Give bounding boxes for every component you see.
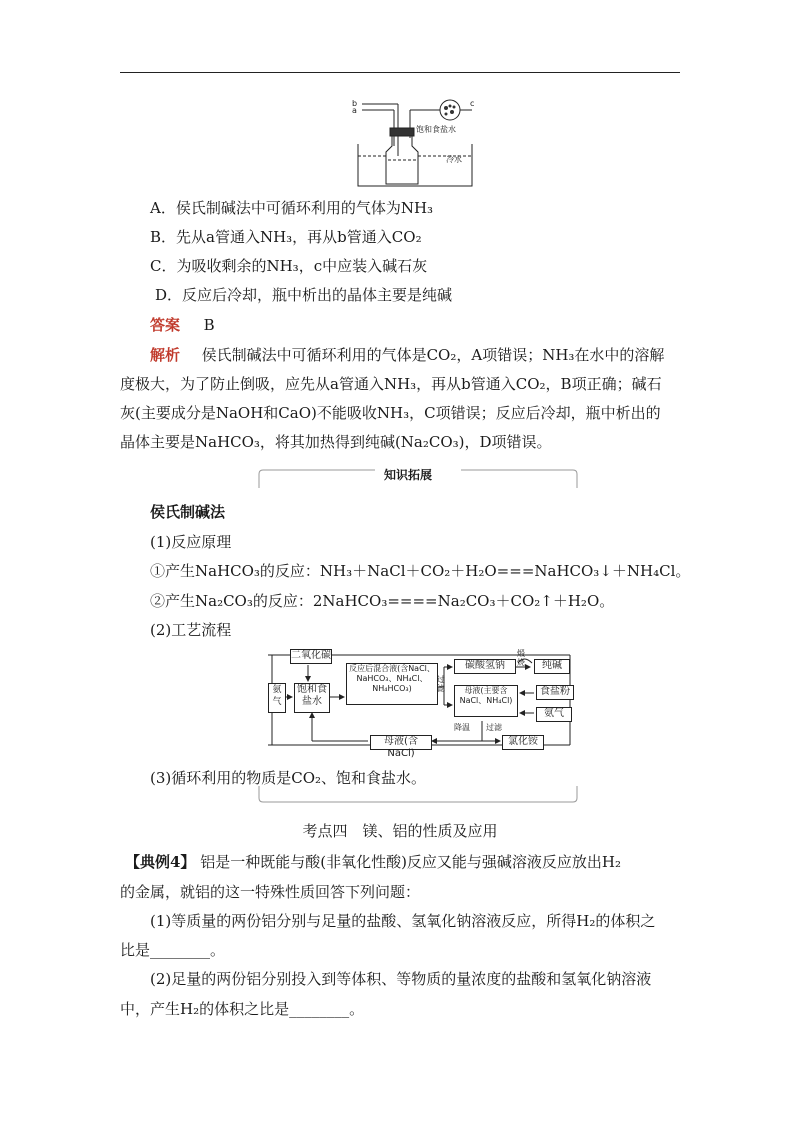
knowledge-r2: ②产生Na₂CO₃的反应：2NaHCO₃====Na₂CO₃＋CO₂↑＋H₂O。 — [150, 592, 615, 610]
knowledge-r1: ①产生NaHCO₃的反应：NH₃＋NaCl＋CO₂＋H₂O===NaHCO₃↓＋NH₄Cl。 — [150, 562, 691, 580]
flow-nahco3-box: 碳酸氢钠 — [454, 659, 516, 674]
option-b: B．先从a管通入NH₃，再从b管通入CO₂ — [150, 228, 422, 246]
answer-label: 答案 — [150, 316, 181, 334]
flow-mother2-box: 母液(含NaCl) — [370, 735, 432, 750]
analysis-line-4: 晶体主要是NaHCO₃，将其加热得到纯碱(Na₂CO₃)，D项错误。 — [120, 433, 552, 451]
apparatus-label-a: a — [352, 106, 357, 115]
knowledge-heading: 侯氏制碱法 — [150, 503, 226, 521]
flow-soda-box: 纯碱 — [534, 659, 570, 674]
answer-line — [150, 313, 215, 337]
question-2a: (2)足量的两份铝分别投入到等体积、等物质的量浓度的盐酸和氢氧化钠溶液 — [150, 970, 652, 988]
flow-nh3-box: 氨气 — [268, 683, 286, 713]
flow-co2-box: 二氧化碳 — [290, 649, 332, 664]
flow-mixture-box: 反应后混合液(含NaCl、NaHCO₃、NH₄Cl、NH₄HCO₃) — [346, 663, 438, 705]
question-1b: 比是________。 — [120, 941, 226, 959]
apparatus-label-brine: 饱和食盐水 — [416, 125, 456, 134]
question-2b: 中，产生H₂的体积之比是________。 — [120, 1000, 365, 1018]
flow-text-filter2: 过滤 — [486, 723, 502, 732]
analysis-line-3: 灰(主要成分是NaOH和CaO)不能吸收NH₃，C项错误；反应后冷却，瓶中析出的 — [120, 404, 661, 422]
flow-text-filter: 过滤 — [437, 675, 445, 693]
knowledge-box-frame — [255, 464, 581, 810]
option-a: A．侯氏制碱法中可循环利用的气体为NH₃ — [150, 199, 434, 217]
flow-brine-box: 饱和食盐水 — [294, 683, 330, 713]
option-d: D．反应后冷却，瓶中析出的晶体主要是纯碱 — [155, 286, 453, 304]
knowledge-p1: (1)反应原理 — [150, 533, 232, 551]
option-c: C．为吸收剩余的NH₃，c中应装入碱石灰 — [150, 257, 428, 275]
flow-mother1-box: 母液(主要含NaCl、NH₄Cl) — [454, 685, 518, 717]
example-label: 【典例4】 — [125, 853, 196, 871]
apparatus-label-c: c — [470, 99, 475, 108]
apparatus-label-coldwater: 冷水 — [446, 155, 462, 164]
knowledge-p3: (3)循环利用的物质是CO₂、饱和食盐水。 — [150, 769, 427, 787]
example-line-1 — [125, 850, 621, 874]
analysis-text-1: 侯氏制碱法中可循环利用的气体是CO₂，A项错误；NH₃在水中的溶解 — [201, 346, 665, 364]
process-flow-diagram — [268, 645, 578, 757]
analysis-line-2: 度极大，为了防止倒吸，应先从a管通入NH₃，再从b管通入CO₂，B项正确；碱石 — [120, 375, 662, 393]
flow-ammonia2-box: 氨气 — [536, 707, 572, 722]
knowledge-box-title: 知识拓展 — [378, 466, 438, 483]
flow-salt-box: 食盐粉 — [536, 685, 574, 700]
flow-text-cool: 降温 — [454, 723, 470, 732]
example-text-1: 铝是一种既能与酸(非氧化性酸)反应又能与强碱溶液反应放出H₂ — [200, 853, 622, 871]
flow-text-calcine: 煅烧 — [517, 649, 525, 667]
header-rule — [120, 72, 680, 73]
answer-value: B — [203, 316, 215, 334]
analysis-label: 解析 — [150, 346, 181, 364]
apparatus-figure — [350, 96, 480, 188]
question-1a: (1)等质量的两份铝分别与足量的盐酸、氢氧化钠溶液反应，所得H₂的体积之 — [150, 912, 656, 930]
knowledge-p2: (2)工艺流程 — [150, 621, 232, 639]
section-title: 考点四 镁、铝的性质及应用 — [302, 822, 498, 840]
analysis-line-1 — [150, 343, 664, 367]
flow-nh4cl-box: 氯化铵 — [502, 735, 544, 750]
example-line-2: 的金属，就铝的这一特殊性质回答下列问题： — [120, 883, 421, 901]
apparatus-label-b: b — [352, 99, 358, 108]
